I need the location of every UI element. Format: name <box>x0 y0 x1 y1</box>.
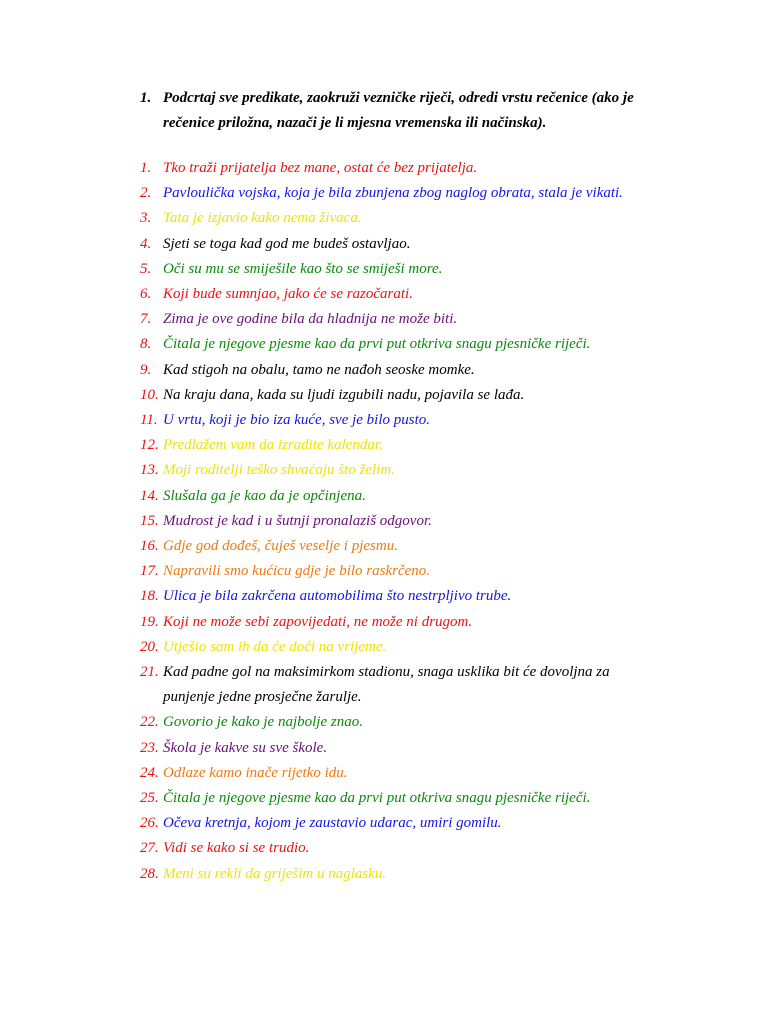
sentence-text: Škola je kakve su sve škole. <box>163 739 328 756</box>
sentence-number: 7. <box>140 311 152 328</box>
sentence-number: 15. <box>140 512 159 529</box>
sentence-text: Tko traži prijatelja bez mane, ostat će bez prijatelja. <box>163 160 478 176</box>
task-instruction <box>140 86 680 136</box>
sentence-item <box>0 206 768 231</box>
sentence-number: 2. <box>140 185 152 202</box>
sentence-text: Meni su rekli da griješim u naglasku. <box>163 865 387 882</box>
sentence-item <box>0 383 768 408</box>
sentence-text: Pavloulička vojska, koja je bila zbunjena zbog naglog obrata, stala je vikati. <box>163 185 623 202</box>
sentence-number: 4. <box>140 235 152 252</box>
sentence-number: 22. <box>140 714 159 731</box>
sentence-number: 18. <box>140 588 159 605</box>
sentence-item <box>0 786 768 811</box>
sentence-number: 19. <box>140 613 159 630</box>
sentence-number: 20. <box>140 638 159 655</box>
sentence-item <box>0 509 768 534</box>
sentence-number: 28. <box>140 865 159 882</box>
sentence-item <box>0 484 768 509</box>
sentence-item <box>0 660 768 710</box>
sentence-number: 23. <box>140 739 159 756</box>
sentence-text: Očeva kretnja, kojom je zaustavio udarac, umiri gomilu. <box>163 815 502 832</box>
sentence-text: Koji bude sumnjao, jako će se razočarati. <box>163 286 413 303</box>
sentence-number: 6. <box>140 286 152 303</box>
sentence-number: 21. <box>140 664 159 681</box>
sentence-item <box>0 761 768 786</box>
sentence-number: 5. <box>140 260 152 277</box>
sentence-number: 17. <box>140 563 159 580</box>
sentence-text: Vidi se kako si se trudio. <box>163 840 310 857</box>
sentence-number: 3. <box>140 210 152 227</box>
sentence-text: Oči su mu se smiješile kao što se smiješi more. <box>163 260 443 277</box>
sentence-item <box>0 534 768 559</box>
sentence-text: Govorio je kako je najbolje znao. <box>163 714 363 731</box>
sentence-item <box>0 433 768 458</box>
sentence-item <box>0 836 768 861</box>
sentence-item <box>0 332 768 357</box>
sentence-item <box>0 156 768 181</box>
sentence-number: 14. <box>140 487 159 504</box>
sentence-text: Čitala je njegove pjesme kao da prvi put otkriva snagu pjesničke riječi. <box>163 790 591 807</box>
sentence-number: 27. <box>140 840 159 857</box>
sentence-text: U vrtu, koji je bio iza kuće, sve je bilo pusto. <box>163 412 431 429</box>
task-number: 1. <box>140 90 152 106</box>
sentence-text: Predlažem vam da izradite kalendar. <box>163 437 383 454</box>
sentence-text: Tata je izjavio kako nema živaca. <box>163 210 362 227</box>
sentence-item <box>0 610 768 635</box>
sentence-text: Odlaze kamo inače rijetko idu. <box>163 764 348 781</box>
sentence-number: 16. <box>140 538 159 555</box>
sentence-text: Koji ne može sebi zapovijedati, ne može ni drugom. <box>163 613 473 630</box>
sentence-item <box>0 408 768 433</box>
sentence-item <box>0 635 768 660</box>
sentence-number: 8. <box>140 336 152 353</box>
sentence-item <box>0 559 768 584</box>
sentence-item <box>0 232 768 257</box>
sentence-text: Sjeti se toga kad god me budeš ostavljao. <box>163 235 411 252</box>
sentence-number: 9. <box>140 361 152 378</box>
sentence-item <box>0 811 768 836</box>
sentence-text: Utješio sam ih da će doći na vrijeme. <box>163 638 387 655</box>
sentence-number: 24. <box>140 764 159 781</box>
sentence-item <box>0 282 768 307</box>
sentence-list <box>0 156 768 887</box>
sentence-item <box>0 181 768 206</box>
sentence-item <box>0 257 768 282</box>
sentence-item <box>0 358 768 383</box>
sentence-number: 12. <box>140 437 159 454</box>
sentence-number: 1. <box>140 160 152 176</box>
sentence-text: Zima je ove godine bila da hladnija ne može biti. <box>163 311 458 328</box>
sentence-text: Moji roditelji teško shvaćaju što želim. <box>163 462 395 479</box>
sentence-text: Kad stigoh na obalu, tamo ne nađoh seoske momke. <box>163 361 475 378</box>
sentence-item <box>0 710 768 735</box>
sentence-text: Napravili smo kućicu gdje je bilo raskrčeno. <box>163 563 431 580</box>
sentence-text: Kad padne gol na maksimirkom stadionu, snaga usklika bit će dovoljna za punjenje jedne prosječne žarulje. <box>163 664 610 706</box>
sentence-number: 25. <box>140 790 159 807</box>
sentence-text: Mudrost je kad i u šutnji pronalaziš odgovor. <box>163 512 432 529</box>
sentence-text: Gdje god dođeš, čuješ veselje i pjesmu. <box>163 538 398 555</box>
sentence-item <box>0 584 768 609</box>
sentence-text: Na kraju dana, kada su ljudi izgubili nadu, pojavila se lađa. <box>163 386 525 403</box>
sentence-text: Slušala ga je kao da je opčinjena. <box>163 487 366 504</box>
sentence-text: Čitala je njegove pjesme kao da prvi put otkriva snagu pjesničke riječi. <box>163 336 591 353</box>
sentence-item <box>0 307 768 332</box>
sentence-number: 13. <box>140 462 159 479</box>
sentence-number: 10. <box>140 386 159 403</box>
sentence-text: Ulica je bila zakrčena automobilima što nestrpljivo trube. <box>163 588 512 605</box>
sentence-number: 26. <box>140 815 159 832</box>
sentence-item <box>0 736 768 761</box>
sentence-number: 11. <box>140 412 158 429</box>
sentence-item <box>0 458 768 483</box>
task-text: Podcrtaj sve predikate, zaokruži vezničke riječi, odredi vrstu rečenice (ako je rečenice priložna, nazači je li mjesna vremenska ili načinska). <box>163 90 634 131</box>
sentence-item <box>0 862 768 887</box>
